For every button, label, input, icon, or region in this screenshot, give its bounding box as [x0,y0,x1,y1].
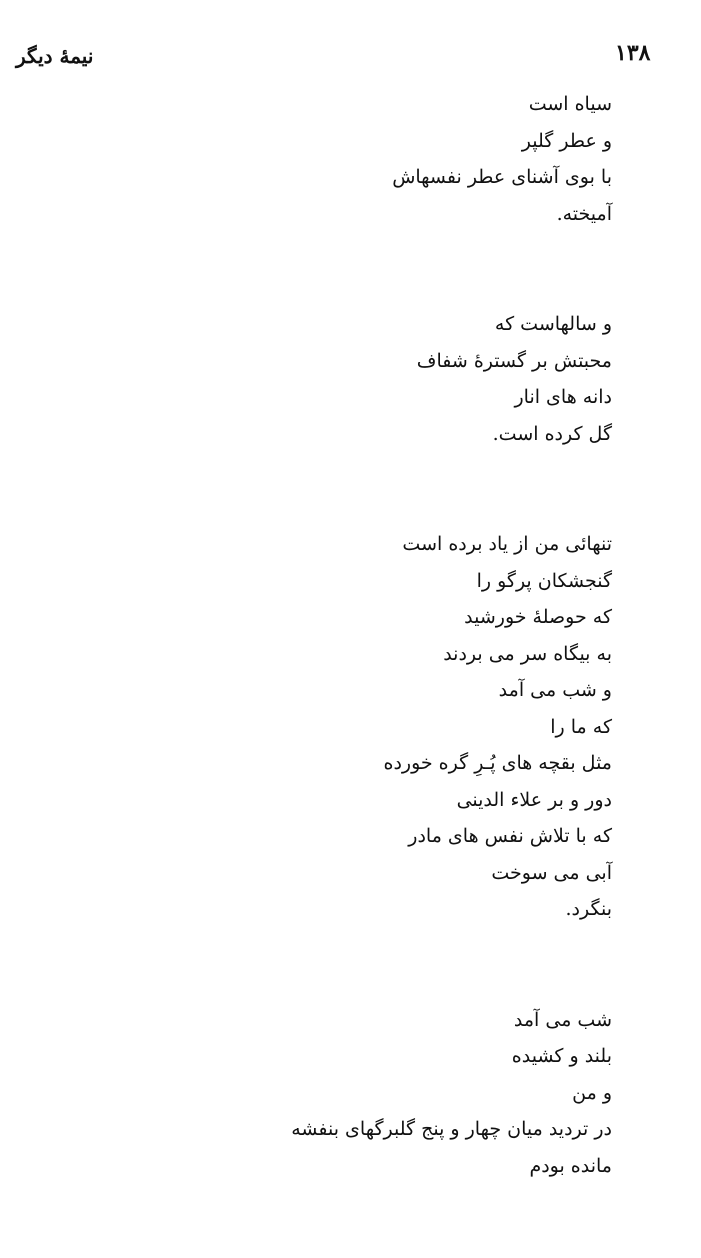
poem-line: گنجشکان پرگو را [476,569,612,592]
running-title: نیمهٔ دیگر [16,44,94,68]
poem-line: بلند و کشیده [511,1045,612,1067]
poem-line: که با تلاش نفس های مادر [408,825,612,847]
poem-line: تنهائی من از یاد برده است [402,533,612,555]
poem-line: که ما را [550,715,612,738]
stanza-3 [0,526,612,928]
poem-line: دانه های انار [514,386,612,408]
stanza-1 [0,86,612,232]
poem-line: و سالهاست که [494,313,612,335]
poem-line: شب می آمد [513,1008,612,1031]
poem-line: بنگرد. [565,898,612,920]
poem-line: و شب می آمد [498,679,612,701]
poem-line: در تردید میان چهار و پنج گلبرگهای بنفشه [291,1118,612,1140]
poem-line: و من [572,1081,612,1104]
stanza-2 [0,306,612,452]
stanza-4 [0,1002,612,1185]
poem-line: دور و بر علاء الدینی [456,788,612,811]
poem-line: به بیگاه سر می بردند [443,642,612,665]
poem-line: با بوی آشنای عطر نفسهاش [392,166,612,188]
poem-line: سیاه است [528,93,612,115]
poem-line: محبتش بر گسترهٔ شفاف [416,349,612,372]
page-number: ۱۳۸ [615,40,651,66]
poem-line: آمیخته. [556,202,612,225]
poem-line: مثل بقچه های پُـرِ گره خورده [383,752,612,774]
poem-line: آبی می سوخت [491,861,612,884]
poem-line: مانده بودم [529,1154,612,1177]
poem-body [0,86,612,1258]
poem-line: گل کرده است. [492,422,612,445]
poem-line: که حوصلهٔ خورشید [464,606,612,628]
poem-line: و عطر گلپر [521,129,612,152]
